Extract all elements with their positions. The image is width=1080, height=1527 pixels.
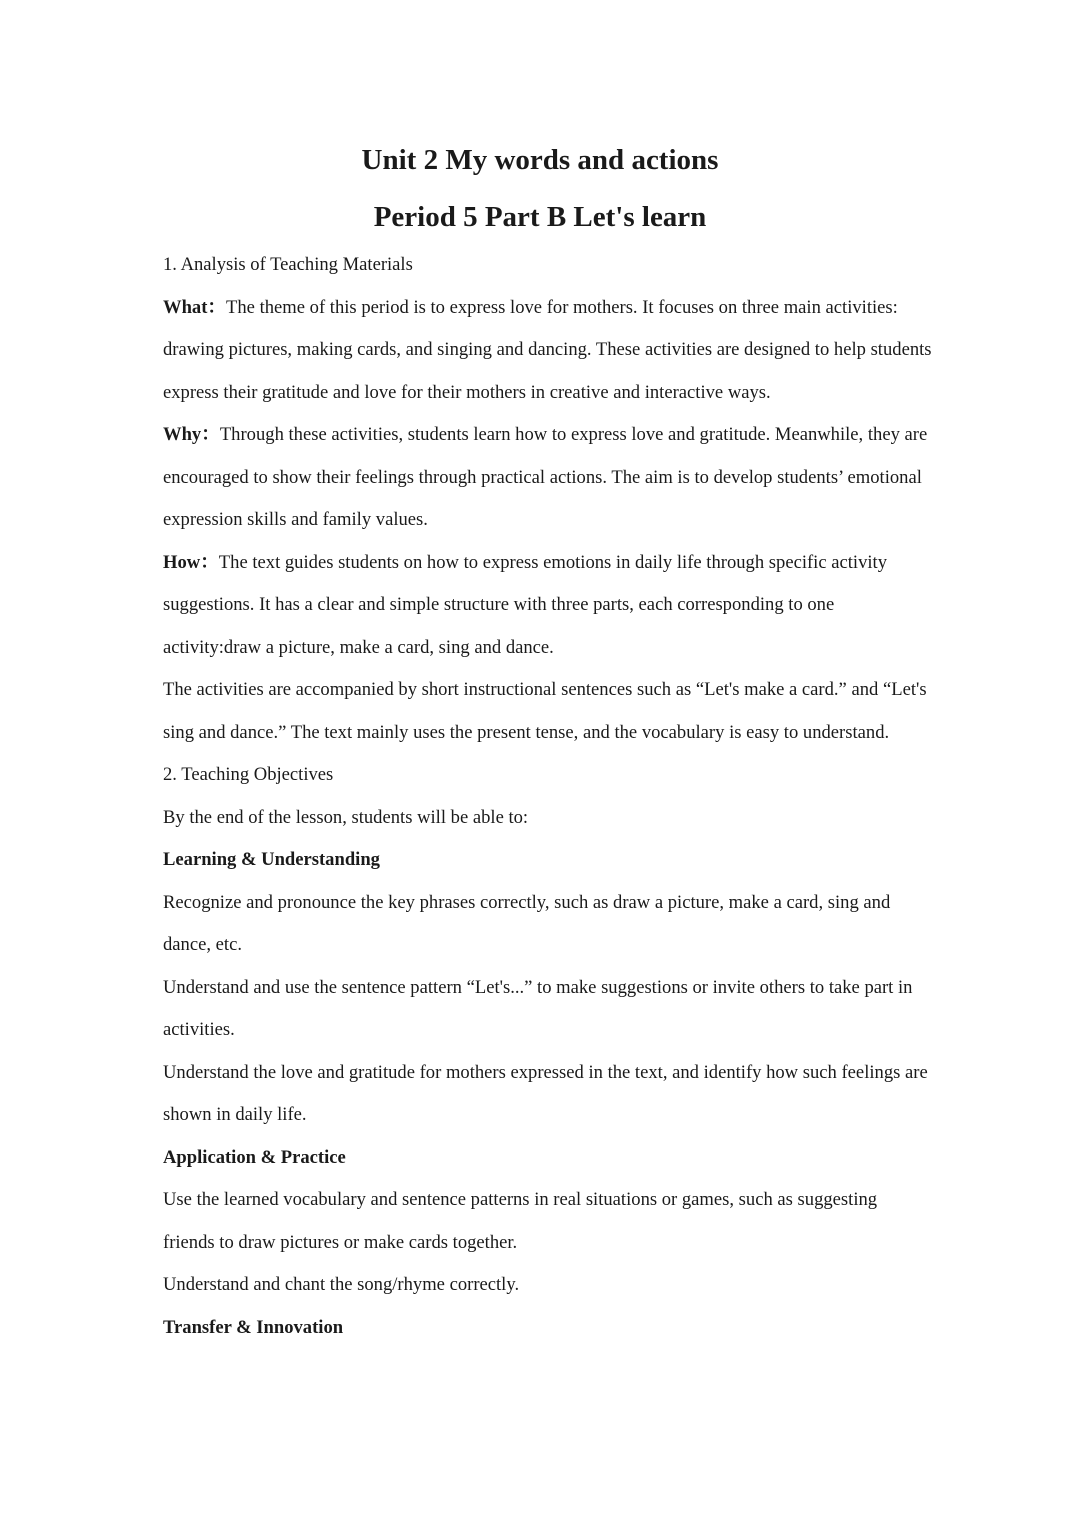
- learning-item: Recognize and pronounce the key phrases correctly, such as draw a picture, make a card, sing and dance, etc.: [163, 891, 891, 955]
- application-item: Understand and chant the song/rhyme correctly.: [163, 1274, 520, 1295]
- text-what: The theme of this period is to express love for mothers. It focuses on three main activities: drawing pictures, making cards, and singing and dancing. These activities are designed to help students express their gratitude and love for their mothers in creative and interactive ways.: [163, 296, 932, 403]
- document-subtitle: Period 5 Part B Let's learn: [373, 201, 707, 233]
- document-title: Unit 2 My words and actions: [361, 144, 719, 176]
- subheading-transfer: Transfer & Innovation: [163, 1316, 344, 1338]
- label-why: Why：: [163, 424, 220, 445]
- text-why: Through these activities, students learn how to express love and gratitude. Meanwhile, they are encouraged to show their feelings through practical actions. The aim is to develop students’ emotional expression skills and family values.: [163, 424, 928, 530]
- application-item: Use the learned vocabulary and sentence patterns in real situations or games, such as suggesting friends to draw pictures or make cards together.: [163, 1189, 878, 1253]
- document-body: [163, 244, 933, 1349]
- paragraph-why: [163, 414, 933, 542]
- section-heading-analysis: 1. Analysis of Teaching Materials: [163, 254, 413, 275]
- subheading-learning: Learning & Understanding: [163, 849, 380, 870]
- subheading-application: Application & Practice: [163, 1146, 346, 1168]
- paragraph-how: [163, 542, 933, 670]
- paragraph-note: The activities are accompanied by short instructional sentences such as “Let's make a card.” and “Let's sing and dance.” The text mainly uses the present tense, and the vocabulary is easy to understand.: [163, 679, 927, 743]
- learning-item: Understand and use the sentence pattern “Let's...” to make suggestions or invite others to take part in activities.: [163, 976, 913, 1040]
- paragraph-what: [163, 287, 933, 415]
- label-how: How：: [163, 551, 219, 573]
- learning-item: Understand the love and gratitude for mothers expressed in the text, and identify how such feelings are shown in daily life.: [163, 1061, 928, 1125]
- objectives-intro: By the end of the lesson, students will be able to:: [163, 806, 529, 828]
- section-heading-objectives: 2. Teaching Objectives: [163, 764, 334, 785]
- text-how: The text guides students on how to express emotions in daily life through specific activity suggestions. It has a clear and simple structure with three parts, each corresponding to one activity:draw a picture, make a card, sing and dance.: [163, 551, 888, 658]
- label-what: What：: [163, 296, 227, 318]
